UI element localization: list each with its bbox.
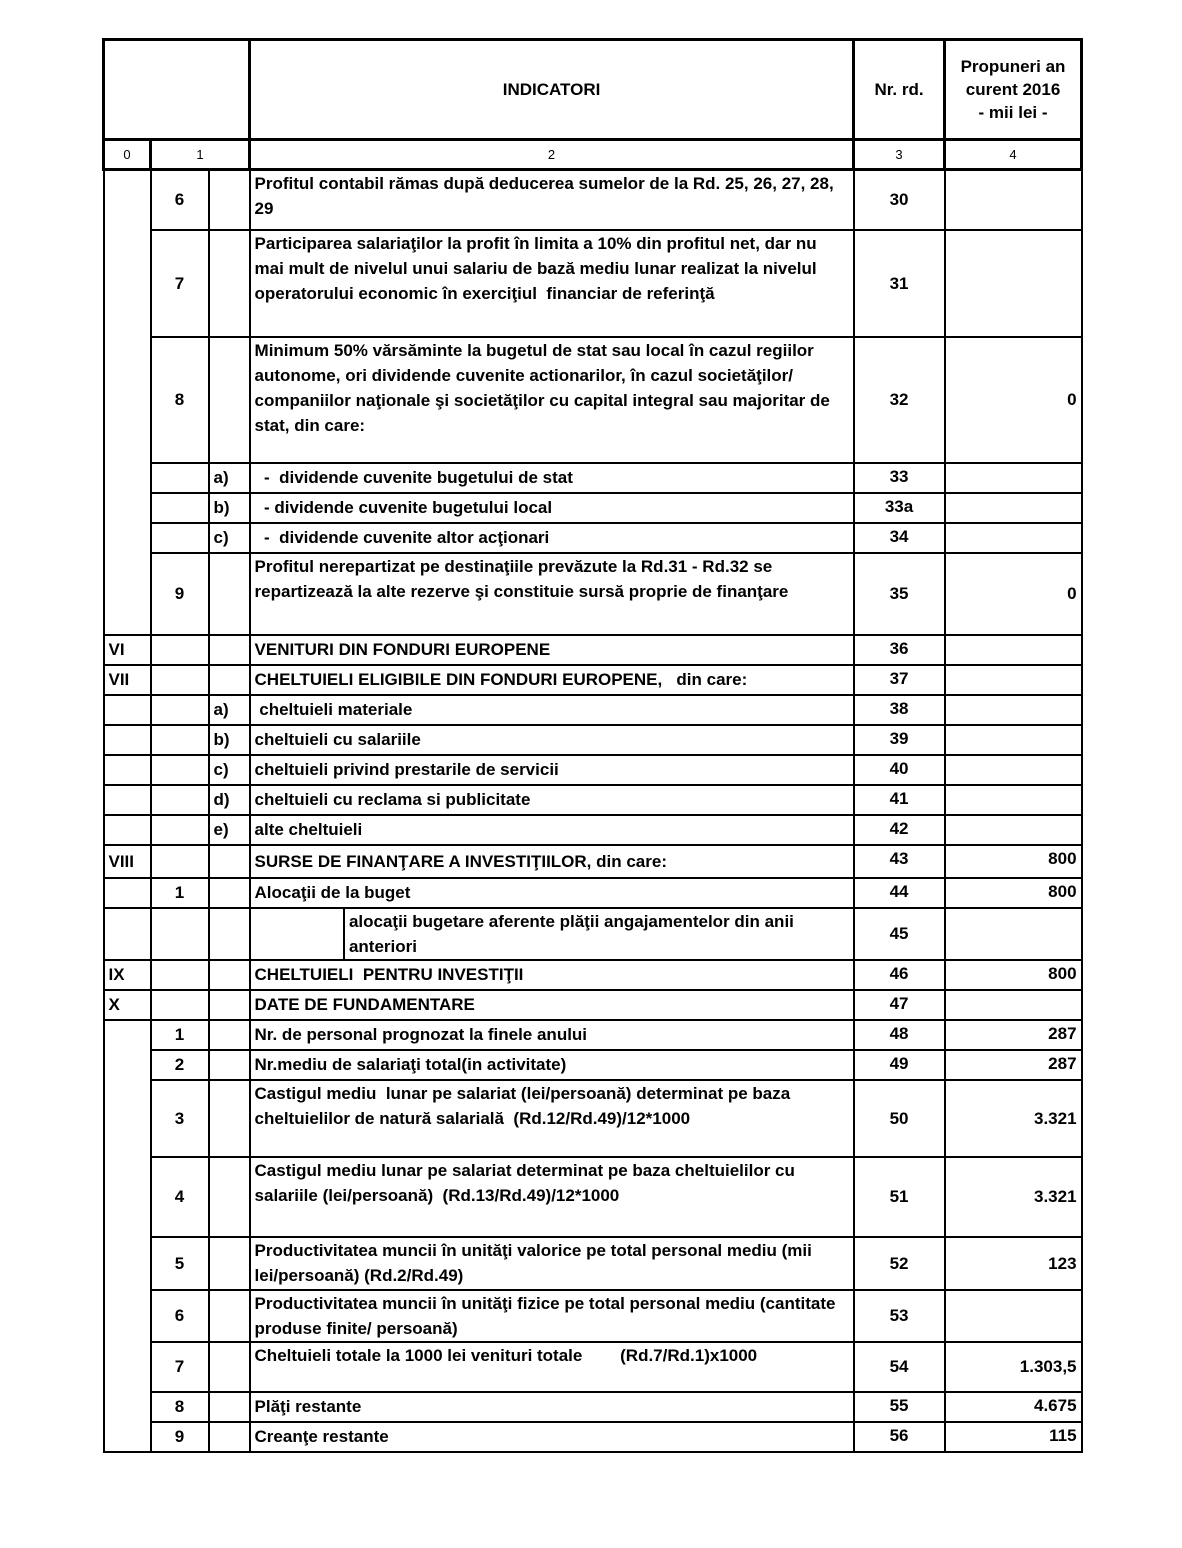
letter-cell: c) [209, 523, 250, 553]
indicator-text: Castigul mediu lunar pe salariat (lei/persoană) determinat pe baza cheltuielilor de natură salarială (Rd.12/Rd.49)/12*1000 [250, 1080, 854, 1157]
value-cell: 0 [945, 553, 1082, 635]
number-cell [151, 755, 209, 785]
number-cell: 9 [151, 553, 209, 635]
letter-cell [209, 1157, 250, 1237]
letter-cell [209, 553, 250, 635]
indicator-text: Alocaţii de la buget [250, 878, 854, 908]
value-cell [945, 170, 1082, 230]
indicator-text: Cheltuieli totale la 1000 lei venituri totale (Rd.7/Rd.1)x1000 [250, 1342, 854, 1392]
value-cell: 0 [945, 337, 1082, 463]
table-row [104, 493, 1082, 523]
value-cell [945, 635, 1082, 665]
roman-cell [104, 908, 151, 960]
row-number: 31 [854, 230, 945, 337]
table-row [104, 1157, 1082, 1237]
row-number: 41 [854, 785, 945, 815]
table-row [104, 845, 1082, 878]
value-cell [945, 908, 1082, 960]
value-cell: 287 [945, 1020, 1082, 1050]
value-cell: 4.675 [945, 1392, 1082, 1422]
table-row [104, 755, 1082, 785]
row-number: 37 [854, 665, 945, 695]
indicator-text: Productivitatea muncii în unităţi fizice pe total personal mediu (cantitate produse finite/ persoană) [250, 1290, 854, 1342]
header-propuneri [945, 40, 1082, 140]
number-cell: 1 [151, 878, 209, 908]
col-index-0: 0 [104, 140, 151, 170]
indicator-text: - dividende cuvenite bugetului de stat [250, 463, 854, 493]
letter-cell: d) [209, 785, 250, 815]
indicator-text: Productivitatea muncii în unităţi valorice pe total personal mediu (mii lei/persoană) (Rd.2/Rd.49) [250, 1237, 854, 1290]
indicator-text: Castigul mediu lunar pe salariat determinat pe baza cheltuielilor cu salariile (lei/persoană) (Rd.13/Rd.49)/12*1000 [250, 1157, 854, 1237]
table-row [104, 170, 1082, 230]
value-cell: 800 [945, 960, 1082, 990]
number-cell [151, 960, 209, 990]
value-cell: 800 [945, 878, 1082, 908]
row-number: 45 [854, 908, 945, 960]
indicator-text: VENITURI DIN FONDURI EUROPENE [250, 635, 854, 665]
indicator-text: Nr.mediu de salariaţi total(in activitate) [250, 1050, 854, 1080]
letter-cell: a) [209, 463, 250, 493]
number-cell: 6 [151, 1290, 209, 1342]
row-number: 55 [854, 1392, 945, 1422]
value-cell: 287 [945, 1050, 1082, 1080]
table-row [104, 990, 1082, 1020]
number-cell: 6 [151, 170, 209, 230]
value-cell [945, 463, 1082, 493]
value-cell [945, 523, 1082, 553]
letter-cell: c) [209, 755, 250, 785]
row-number: 30 [854, 170, 945, 230]
number-cell [151, 695, 209, 725]
value-cell: 3.321 [945, 1157, 1082, 1237]
value-cell [945, 695, 1082, 725]
table-row [104, 815, 1082, 845]
value-cell [945, 755, 1082, 785]
number-cell: 7 [151, 230, 209, 337]
indicator-text: cheltuieli materiale [250, 695, 854, 725]
row-number: 47 [854, 990, 945, 1020]
roman-cell [104, 878, 151, 908]
number-cell [151, 463, 209, 493]
row-number: 52 [854, 1237, 945, 1290]
row-number: 42 [854, 815, 945, 845]
value-cell: 123 [945, 1237, 1082, 1290]
value-cell: 115 [945, 1422, 1082, 1452]
col-index-3: 3 [854, 140, 945, 170]
row-number: 44 [854, 878, 945, 908]
row-number: 53 [854, 1290, 945, 1342]
table-row [104, 553, 1082, 635]
row-number: 49 [854, 1050, 945, 1080]
indicator-text: Plăţi restante [250, 1392, 854, 1422]
number-cell [151, 725, 209, 755]
number-cell [151, 990, 209, 1020]
indicator-text: Participarea salariaţilor la profit în limita a 10% din profitul net, dar nu mai mult de nivelul unui salariu de bază mediu lunar realizat la nivelul operatorului economic în exerciţiul financiar de referinţă [250, 230, 854, 337]
table-row [104, 725, 1082, 755]
roman-cell: IX [104, 960, 151, 990]
roman-cell [104, 755, 151, 785]
roman-cell [104, 725, 151, 755]
indicator-text: - dividende cuvenite bugetului local [250, 493, 854, 523]
table-row [104, 523, 1082, 553]
row-number: 33 [854, 463, 945, 493]
row-number: 43 [854, 845, 945, 878]
number-cell [151, 845, 209, 878]
table-row [104, 1290, 1082, 1342]
indicator-text: SURSE DE FINANŢARE A INVESTIŢIILOR, din care: [250, 845, 854, 878]
value-cell: 800 [945, 845, 1082, 878]
value-cell [945, 785, 1082, 815]
row-number: 48 [854, 1020, 945, 1050]
letter-cell [209, 878, 250, 908]
roman-cell: VI [104, 635, 151, 665]
column-index-row [104, 140, 1082, 170]
header-nr-rd: Nr. rd. [854, 40, 945, 140]
value-cell: 3.321 [945, 1080, 1082, 1157]
roman-cell [104, 815, 151, 845]
row-number: 46 [854, 960, 945, 990]
letter-cell [209, 1342, 250, 1392]
number-cell [151, 523, 209, 553]
table-row [104, 1392, 1082, 1422]
indicator-text: DATE DE FUNDAMENTARE [250, 990, 854, 1020]
indicator-text: CHELTUIELI ELIGIBILE DIN FONDURI EUROPENE, din care: [250, 665, 854, 695]
table-row [104, 1020, 1082, 1050]
row-number: 50 [854, 1080, 945, 1157]
table-row [104, 960, 1082, 990]
roman-cell: X [104, 990, 151, 1020]
number-cell [151, 908, 209, 960]
header-blank [104, 40, 250, 140]
table-row [104, 230, 1082, 337]
value-cell [945, 1290, 1082, 1342]
row-number: 32 [854, 337, 945, 463]
letter-cell [209, 908, 250, 960]
letter-cell: b) [209, 725, 250, 755]
row-number: 39 [854, 725, 945, 755]
col-index-2: 2 [250, 140, 854, 170]
header-propuneri-line2: curent 2016 [965, 80, 1061, 99]
table-row [104, 695, 1082, 725]
row-number: 56 [854, 1422, 945, 1452]
table-body [104, 170, 1082, 1452]
header-propuneri-line3: - mii lei - [978, 103, 1048, 122]
letter-cell [209, 1080, 250, 1157]
table-row [104, 665, 1082, 695]
number-cell: 4 [151, 1157, 209, 1237]
row-number: 38 [854, 695, 945, 725]
header-indicatori: INDICATORI [250, 40, 854, 140]
value-cell [945, 990, 1082, 1020]
indicator-text: - dividende cuvenite altor acţionari [250, 523, 854, 553]
letter-cell [209, 845, 250, 878]
number-cell [151, 815, 209, 845]
number-cell: 3 [151, 1080, 209, 1157]
table-row [104, 908, 1082, 960]
number-cell: 2 [151, 1050, 209, 1080]
letter-cell [209, 990, 250, 1020]
col-index-4: 4 [945, 140, 1082, 170]
table-row [104, 878, 1082, 908]
letter-cell [209, 1020, 250, 1050]
table-header-row [104, 40, 1082, 140]
letter-cell: a) [209, 695, 250, 725]
indicator-text: Nr. de personal prognozat la finele anului [250, 1020, 854, 1050]
indicator-text: cheltuieli privind prestarile de servicii [250, 755, 854, 785]
letter-cell [209, 1237, 250, 1290]
indicator-text: CHELTUIELI PENTRU INVESTIŢII [250, 960, 854, 990]
indicator-text: Minimum 50% vărsăminte la bugetul de stat sau local în cazul regiilor autonome, ori dividende cuvenite actionarilor, în cazul societăţilor/ companiilor naţionale şi societăţilor cu capital integral sau majoritar de stat, din care: [250, 337, 854, 463]
value-cell [945, 665, 1082, 695]
table-row [104, 1237, 1082, 1290]
roman-cell [104, 785, 151, 815]
table-row [104, 463, 1082, 493]
row-number: 54 [854, 1342, 945, 1392]
number-cell [151, 665, 209, 695]
number-cell: 9 [151, 1422, 209, 1452]
table-row [104, 1080, 1082, 1157]
letter-cell [209, 665, 250, 695]
roman-cell [104, 170, 151, 635]
row-number: 51 [854, 1157, 945, 1237]
table-row [104, 785, 1082, 815]
row-number: 40 [854, 755, 945, 785]
letter-cell [209, 1290, 250, 1342]
table-row [104, 1422, 1082, 1452]
indent-blank [251, 909, 345, 959]
col-index-1: 1 [151, 140, 250, 170]
number-cell: 7 [151, 1342, 209, 1392]
indicator-text: alocaţii bugetare aferente plăţii angajamentelor din anii anteriori [348, 911, 794, 956]
indicator-text: alte cheltuieli [250, 815, 854, 845]
table-row [104, 635, 1082, 665]
letter-cell [209, 230, 250, 337]
row-number: 33a [854, 493, 945, 523]
number-cell: 5 [151, 1237, 209, 1290]
value-cell [945, 230, 1082, 337]
letter-cell [209, 337, 250, 463]
value-cell [945, 493, 1082, 523]
value-cell: 1.303,5 [945, 1342, 1082, 1392]
table-row [104, 1342, 1082, 1392]
header-propuneri-line1: Propuneri an [960, 57, 1066, 76]
roman-cell [104, 695, 151, 725]
row-number: 35 [854, 553, 945, 635]
roman-cell: VII [104, 665, 151, 695]
letter-cell [209, 170, 250, 230]
table-row [104, 1050, 1082, 1080]
row-number: 34 [854, 523, 945, 553]
letter-cell: b) [209, 493, 250, 523]
letter-cell [209, 1422, 250, 1452]
number-cell: 1 [151, 1020, 209, 1050]
indicator-text: Profitul contabil rămas după deducerea sumelor de la Rd. 25, 26, 27, 28, 29 [250, 170, 854, 230]
indicator-text: Profitul nerepartizat pe destinaţiile prevăzute la Rd.31 - Rd.32 se repartizează la alte rezerve şi constituie sursă proprie de finanţare [250, 553, 854, 635]
letter-cell [209, 635, 250, 665]
value-cell [945, 815, 1082, 845]
letter-cell: e) [209, 815, 250, 845]
indicator-text: cheltuieli cu salariile [250, 725, 854, 755]
budget-table [102, 38, 1083, 1453]
letter-cell [209, 960, 250, 990]
number-cell [151, 785, 209, 815]
letter-cell [209, 1392, 250, 1422]
number-cell: 8 [151, 1392, 209, 1422]
row-number: 36 [854, 635, 945, 665]
indicator-cell [250, 908, 854, 960]
number-cell: 8 [151, 337, 209, 463]
indicator-text: Creanţe restante [250, 1422, 854, 1452]
table-row [104, 337, 1082, 463]
value-cell [945, 725, 1082, 755]
roman-cell: VIII [104, 845, 151, 878]
letter-cell [209, 1050, 250, 1080]
indicator-text: cheltuieli cu reclama si publicitate [250, 785, 854, 815]
number-cell [151, 493, 209, 523]
number-cell [151, 635, 209, 665]
roman-cell [104, 1020, 151, 1452]
